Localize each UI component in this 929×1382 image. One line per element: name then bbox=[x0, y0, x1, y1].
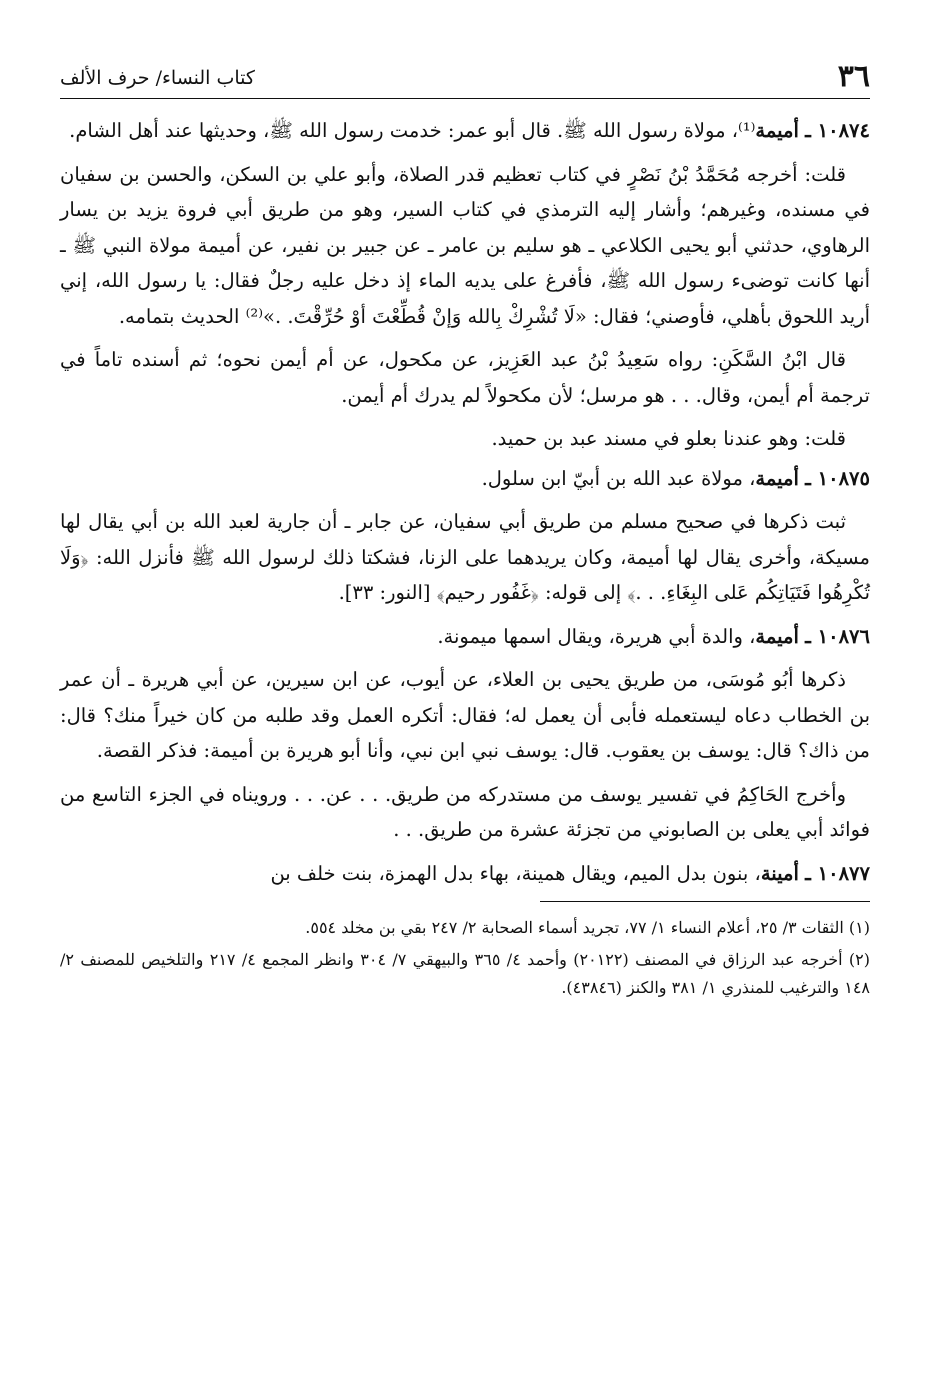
entry-text: ، بنون بدل الميم، ويقال همينة، بهاء بدل الهمزة، بنت خلف بن bbox=[270, 861, 761, 885]
page-header bbox=[60, 48, 870, 92]
footnotes bbox=[60, 914, 870, 1002]
entry-number: ١٠٨٧٦ ـ bbox=[805, 624, 870, 648]
commentary-paragraph: وأخرج الحَاكِمُ في تفسير يوسف من مستدركه من طريق. . . عن. . . ورويناه في الجزء التاسع من فوائد أبي يعلى بن الصابوني من تجزئة عشرة من طريق. . . bbox=[60, 782, 870, 841]
header-divider bbox=[60, 98, 870, 99]
commentary-paragraph: ثبت ذكرها في صحيح مسلم من طريق أبي سفيان، عن جابر ـ أن جارية لعبد الله بن أبي يقال لها مسيكة، وأخرى يقال لها أميمة، وكان يريدهما على الزنا، فشكتا ذلك لرسول الله ﷺ فأنزل الله: ﴿وَلَا تُكْرِهُوا فَتَيَاتِكُم عَلى البِغَاءِ. . .﴾ إلى قوله: ﴿غَفُور رحيم﴾ [النور: ٣٣]. bbox=[60, 510, 870, 604]
entry-10876 bbox=[60, 619, 870, 655]
commentary-paragraph: قلت: أخرجه مُحَمَّدُ بْنُ نَصْرٍ في كتاب تعظيم قدر الصلاة، وأبو علي بن السكن، والحسن بن سفيان في مسنده، وغيرهم؛ وأشار إليه الترمذي في كتاب السير، وهو من طريق أبي فروة يزيد بن يسار الرهاوي، حدثني أبو يحيى الكلاعي ـ هو سليم بن عامر ـ عن جبير بن نفير، عن أميمة مولاة النبي ﷺ ـ أنها كانت توضىء رسول الله ﷺ، فأفرغ على يديه الماء إذ دخل عليه رجلٌ فقال: يا رسول الله، إني أريد اللحوق بأهلي، فأوصني؛ فقال: «لَا تُشْرِكْ بِالله وَإنْ قُطِّعْتَ أوْ حُرِّقْتَ. .»⁽²⁾ الحديث بتمامه. bbox=[60, 162, 870, 328]
footnote: (١) الثقات ٣/ ٢٥، أعلام النساء ١/ ٧٧، تجريد أسماء الصحابة ٢/ ٢٤٧ بقي بن مخلد ٥٥٤. bbox=[305, 918, 870, 937]
entry-text: ، مولاة عبد الله بن أبيّ ابن سلول. bbox=[481, 466, 756, 490]
entry-10877 bbox=[60, 856, 870, 892]
entry-10874 bbox=[60, 113, 870, 149]
entry-name: أميمة bbox=[755, 119, 799, 142]
entry-number: ١٠٨٧٧ ـ bbox=[805, 861, 870, 885]
running-title: كتاب النساء/ حرف الألف bbox=[60, 67, 255, 89]
entry-number: ١٠٨٧٤ ـ bbox=[805, 119, 870, 142]
entry-name: أميمة bbox=[755, 624, 799, 648]
commentary-paragraph: قال ابْنُ السَّكَنِ: رواه سَعِيدُ بْنُ عبد العَزِيز، عن مكحول، عن أم أيمن نحوه؛ ثم أسنده تاماً في ترجمة أم أيمن، وقال. . . هو مرسل؛ لأن مكحولاً لم يدرك أم أيمن. bbox=[60, 348, 870, 407]
entry-number: ١٠٨٧٥ ـ bbox=[805, 466, 870, 490]
commentary-paragraph: قلت: وهو عندنا بعلو في مسند عبد بن حميد. bbox=[491, 427, 846, 450]
entry-text: ⁽¹⁾، مولاة رسول الله ﷺ. قال أبو عمر: خدمت رسول الله ﷺ، وحديثها عند أهل الشام. bbox=[69, 119, 756, 142]
entry-10875 bbox=[60, 461, 870, 497]
entry-name: أمينة bbox=[760, 861, 799, 885]
commentary-paragraph: ذكرها أبُو مُوسَى، من طريق يحيى بن العلاء، عن أيوب، عن ابن سيرين، عن أبي هريرة ـ أن عمر بن الخطاب دعاه ليستعمله فأبى أن يعمل له؛ فقال: أتكره العمل وقد طلبه من كان خيراً منك؟ قال: من ذاك؟ قال: يوسف بن يعقوب. قال: يوسف نبي ابن نبي، وأنا أبو هريرة بن أميمة: فذكر القصة. bbox=[60, 668, 870, 762]
entry-name: أميمة bbox=[755, 466, 799, 490]
entry-text: ، والدة أبي هريرة، ويقال اسمها ميمونة. bbox=[437, 624, 756, 648]
book-page bbox=[60, 48, 870, 1006]
page-number: ٣٦ bbox=[837, 59, 870, 94]
footnote: (٢) أخرجه عبد الرزاق في المصنف (٢٠١٢٢) وأحمد ٤/ ٣٦٥ والبيهقي ٧/ ٣٠٤ وانظر المجمع ٤/ ٢١٧ والتلخيص للمصنف ٢/ ١٤٨ والترغيب للمنذري ١/ ٣٨١ والكنز (٤٣٨٤٦). bbox=[60, 950, 871, 997]
footnote-divider bbox=[540, 901, 870, 902]
